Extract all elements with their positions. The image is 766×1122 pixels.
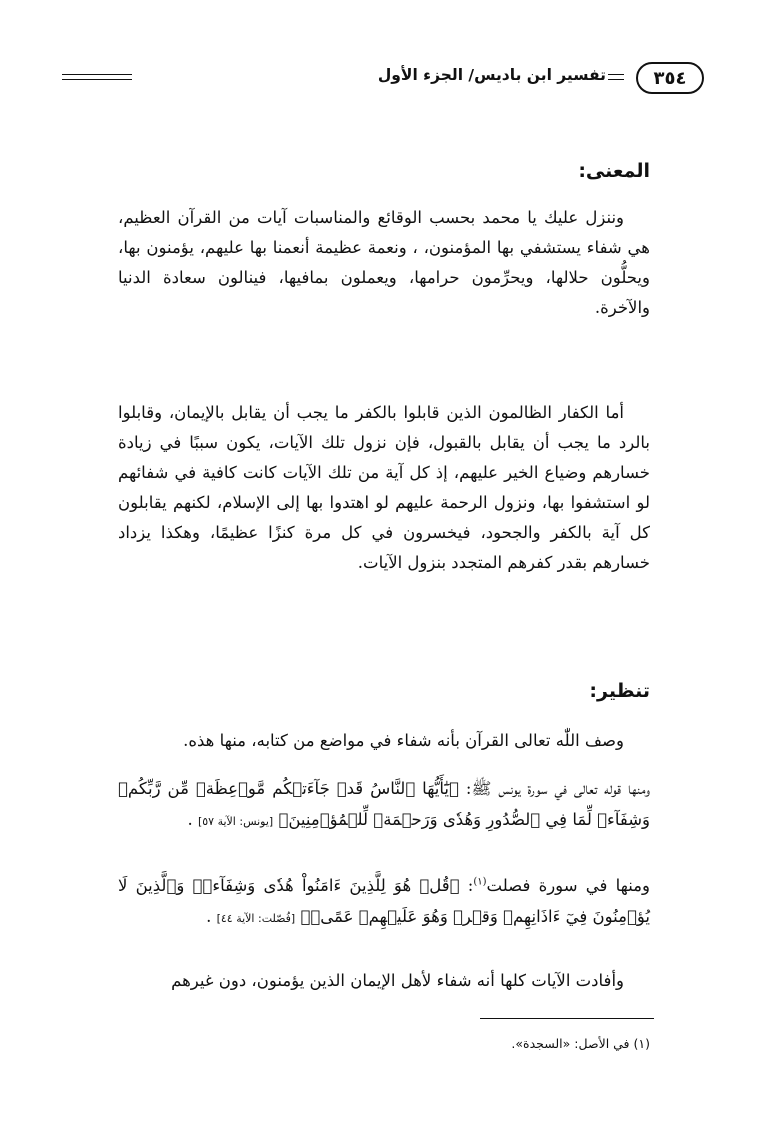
quote1-verse: ﴿يَٰٓأَيُّهَا ٱلنَّاسُ قَدۡ جَآءَتۡكُم مَّوۡعِظَةٞ مِّن رَّبِّكُمۡ وَشِفَآءٞ لِّمَا فِي ٱلصُّدُورِ وَهُدٗى وَرَحۡمَةٞ لِّلۡمُؤۡمِنِينَ﴾ <box>118 779 650 829</box>
quote1-reference: [يونس: الآية ٥٧] <box>197 815 274 828</box>
footnote-divider <box>480 1018 654 1019</box>
page-header <box>60 62 704 102</box>
heading-analogy: تنظير: <box>589 680 650 702</box>
paragraph-meaning: وننزل عليك يا محمد بحسب الوقائع والمناسبات آيات من القرآن العظيم، هي شفاء يستشفي بها المؤمنون، ، ونعمة عظيمة أنعمنا بها عليهم، يؤمنون بها، ويحلُّون حلالها، ويحرِّمون حرامها، ويعملون بمافيها، فينالون سعادة الدنيا والآخرة. <box>118 208 650 317</box>
paragraph-quote-fussilat: ومنها في سورة فصلت$^{(١)}$: ﴿قُلۡ هُوَ لِلَّذِينَ ءَامَنُواْ هُدٗى وَشِفَآءٞۚ وَٱلَّذِينَ لَا يُؤۡمِنُونَ فِيٓ ءَاذَانِهِمۡ وَقۡرٞ وَهُوَ عَلَيۡهِمۡ عَمًىۚ﴾ [فُصّلت: الآية ٤٤] . <box>118 876 650 926</box>
header-rule-left <box>62 74 132 75</box>
page-number: ٣٥٤ <box>636 62 704 94</box>
paragraph-disbelievers: أما الكفار الظالمون الذين قابلوا بالكفر ما يجب أن يقابل بالإيمان، وقابلوا بالرد ما يجب أن يقابل بالقبول، فإن نزول تلك الآيات، يكون سببًا في زيادة خسارهم وضياع الخير عليهم، إذ كل آية من تلك الآيات كانت كافية في شفائهم لو استشفوا بها، ونزول الرحمة عليهم لو اهتدوا بها إلى الإسلام، لكنهم يقابلون كل آية بالكفر والجحود، فيخسرون في كل مرة كنزًا عظيمًا، وهكذا يزداد خسارهم بقدر كفرهم المتجدد بنزول الآيات. <box>118 403 650 572</box>
running-title: تفسير ابن باديس/ الجزء الأول <box>377 66 606 84</box>
paragraph-intro: وصف اللّٰه تعالى القرآن بأنه شفاء في مواضع من كتابه، منها هذه. <box>183 731 624 750</box>
quote2-lead: ومنها في سورة فصلت <box>486 876 650 895</box>
heading-meaning: المعنى: <box>578 160 650 182</box>
quote2-reference: [فُصّلت: الآية ٤٤] <box>216 912 296 925</box>
quote1-lead: ومنها قوله تعالى في سورة يونس ﷺ: <box>458 779 651 798</box>
footnote: (١) في الأصل: «السجدة». <box>511 1036 650 1051</box>
quote2-verse: ﴿قُلۡ هُوَ لِلَّذِينَ ءَامَنُواْ هُدٗى وَشِفَآءٞۚ وَٱلَّذِينَ لَا يُؤۡمِنُونَ فِيٓ ءَاذَانِهِمۡ وَقۡرٞ وَهُوَ عَلَيۡهِمۡ عَمًىۚ﴾ <box>118 876 650 926</box>
paragraph-conclusion: وأفادت الآيات كلها أنه شفاء لأهل الإيمان الذين يؤمنون، دون غيرهم <box>171 971 624 990</box>
paragraph-quote-yunus: ومنها قوله تعالى في سورة يونس ﷺ: ﴿يَٰٓأَيُّهَا ٱلنَّاسُ قَدۡ جَآءَتۡكُم مَّوۡعِظَةٞ مِّن رَّبِّكُمۡ وَشِفَآءٞ لِّمَا فِي ٱلصُّدُورِ وَهُدٗى وَرَحۡمَةٞ لِّلۡمُؤۡمِنِينَ﴾ [يونس: الآية ٥٧] . <box>118 779 651 829</box>
header-rule-right-2 <box>608 79 624 80</box>
header-rule-right <box>608 74 624 75</box>
quote2-colon: : <box>459 876 474 895</box>
footnote-marker[interactable]: (١) <box>473 876 487 888</box>
header-rule-left-2 <box>62 79 132 80</box>
